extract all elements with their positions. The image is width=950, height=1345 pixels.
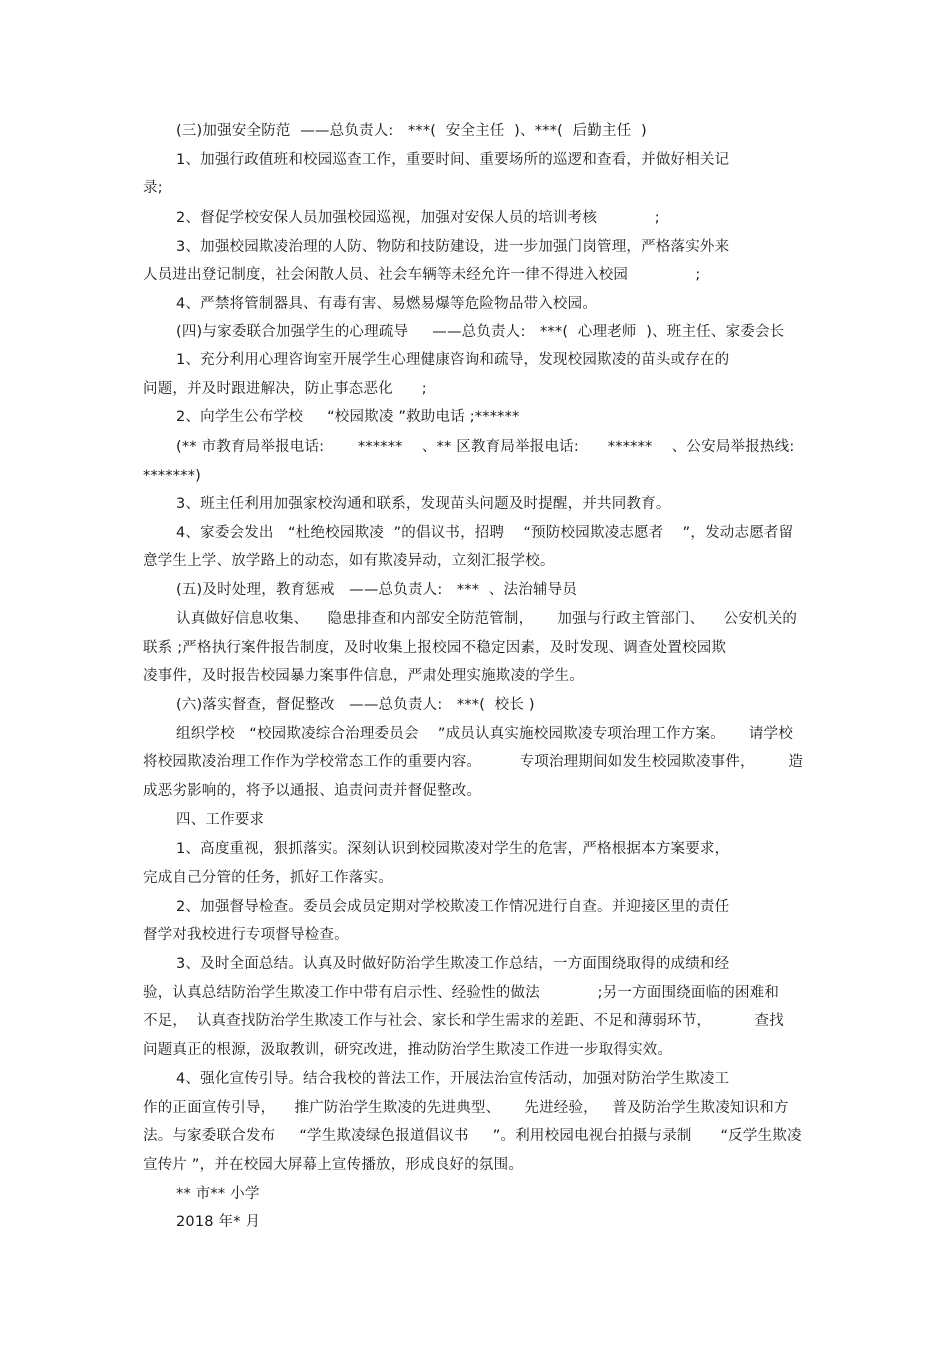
section-6-heading: (六)落实督查，督促整改 ——总负责人: ***( 校长 )	[176, 697, 535, 713]
section-5-heading: (五)及时处理，教育惩戒 ——总负责人: *** 、法治辅导员	[176, 582, 578, 598]
paragraph-line: 成恶劣影响的，将予以通报、追责问责并督促整改。	[143, 783, 482, 799]
paragraph-line: 录;	[143, 180, 163, 196]
paragraph-line: 1、加强行政值班和校园巡查工作，重要时间、重要场所的巡逻和查看，并做好相关记	[176, 152, 730, 168]
section-4-heading: (四)与家委联合加强学生的心理疏导 ——总负责人: ***( 心理老师 )、班主任、家委会长	[176, 324, 785, 340]
paragraph-line: 2、督促学校安保人员加强校园巡视，加强对安保人员的培训考核 ;	[176, 210, 660, 226]
paragraph-line: 3、班主任利用加强家校沟通和联系，发现苗头问题及时提醒，并共同教育。	[176, 496, 671, 512]
paragraph-line: 4、严禁将管制器具、有毒有害、易燃易爆等危险物品带入校园。	[176, 296, 598, 312]
paragraph-line: 1、充分利用心理咨询室开展学生心理健康咨询和疏导，发现校园欺凌的苗头或存在的	[176, 352, 730, 368]
paragraph-line: 宣传片 ”，并在校园大屏幕上宣传播放，形成良好的氛围。	[143, 1157, 524, 1173]
paragraph-line: 问题真正的根源，汲取教训，研究改进，推动防治学生欺凌工作进一步取得实效。	[143, 1042, 673, 1058]
paragraph-line: 1、高度重视，狠抓落实。深刻认识到校园欺凌对学生的危害，严格根据本方案要求，	[176, 841, 730, 857]
signature-school: ** 市** 小学	[176, 1186, 260, 1202]
paragraph-line: 人员进出登记制度，社会闲散人员、社会车辆等未经允许一律不得进入校园 ;	[143, 267, 701, 283]
signature-date: 2018 年* 月	[176, 1214, 261, 1230]
paragraph-line: 问题，并及时跟进解决，防止事态恶化 ;	[143, 381, 427, 397]
paragraph-line: 验，认真总结防治学生欺凌工作中带有启示性、经验性的做法 ;另一方面围绕面临的困难和	[143, 985, 780, 1001]
paragraph-line: 将校园欺凌治理工作作为学校常态工作的重要内容。 专项治理期间如发生校园欺凌事件， 造	[143, 754, 804, 770]
chapter-4-heading: 四、工作要求	[176, 812, 265, 828]
paragraph-line: 3、加强校园欺凌治理的人防、物防和技防建设，进一步加强门岗管理，严格落实外来	[176, 239, 730, 255]
paragraph-line: 4、强化宣传引导。结合我校的普法工作，开展法治宣传活动，加强对防治学生欺凌工	[176, 1071, 730, 1087]
hotline-line: (** 市教育局举报电话: ****** 、** 区教育局举报电话: ****** 、公安局举报热线:	[176, 439, 795, 455]
paragraph-line: 认真做好信息收集、 隐患排查和内部安全防范管制， 加强与行政主管部门、 公安机关的	[176, 611, 798, 627]
paragraph-line: 法。与家委联合发布 “学生欺凌绿色报道倡议书 ”。利用校园电视台拍摄与录制 “反学生欺凌	[143, 1128, 802, 1144]
paragraph-line: 2、向学生公布学校 “校园欺凌 ”救助电话 ;******	[176, 409, 520, 425]
paragraph-line: 2、加强督导检查。委员会成员定期对学校欺凌工作情况进行自查。并迎接区里的责任	[176, 899, 730, 915]
hotline-line: *******)	[143, 468, 202, 484]
paragraph-line: 作的正面宣传引导， 推广防治学生欺凌的先进典型、 先进经验， 普及防治学生欺凌知识和方	[143, 1100, 789, 1116]
paragraph-line: 4、家委会发出 “杜绝校园欺凌 ”的倡议书，招聘 “预防校园欺凌志愿者 ”，发动志愿者留	[176, 525, 794, 541]
paragraph-line: 联系 ;严格执行案件报告制度，及时收集上报校园不稳定因素，及时发现、调查处置校园欺	[143, 640, 727, 656]
paragraph-line: 督学对我校进行专项督导检查。	[143, 927, 349, 943]
paragraph-line: 3、及时全面总结。认真及时做好防治学生欺凌工作总结，一方面围绕取得的成绩和经	[176, 956, 730, 972]
paragraph-line: 意学生上学、放学路上的动态，如有欺凌异动，立刻汇报学校。	[143, 553, 555, 569]
paragraph-line: 凌事件，及时报告校园暴力案事件信息，严肃处理实施欺凌的学生。	[143, 668, 584, 684]
paragraph-line: 组织学校 “校园欺凌综合治理委员会 ”成员认真实施校园欺凌专项治理工作方案。 请学校	[176, 726, 794, 742]
paragraph-line: 不足， 认真查找防治学生欺凌工作与社会、家长和学生需求的差距、不足和薄弱环节， 查找	[143, 1013, 784, 1029]
section-3-heading: (三)加强安全防范 ——总负责人: ***( 安全主任 )、***( 后勤主任 )	[176, 123, 647, 139]
paragraph-line: 完成自己分管的任务，抓好工作落实。	[143, 870, 393, 886]
